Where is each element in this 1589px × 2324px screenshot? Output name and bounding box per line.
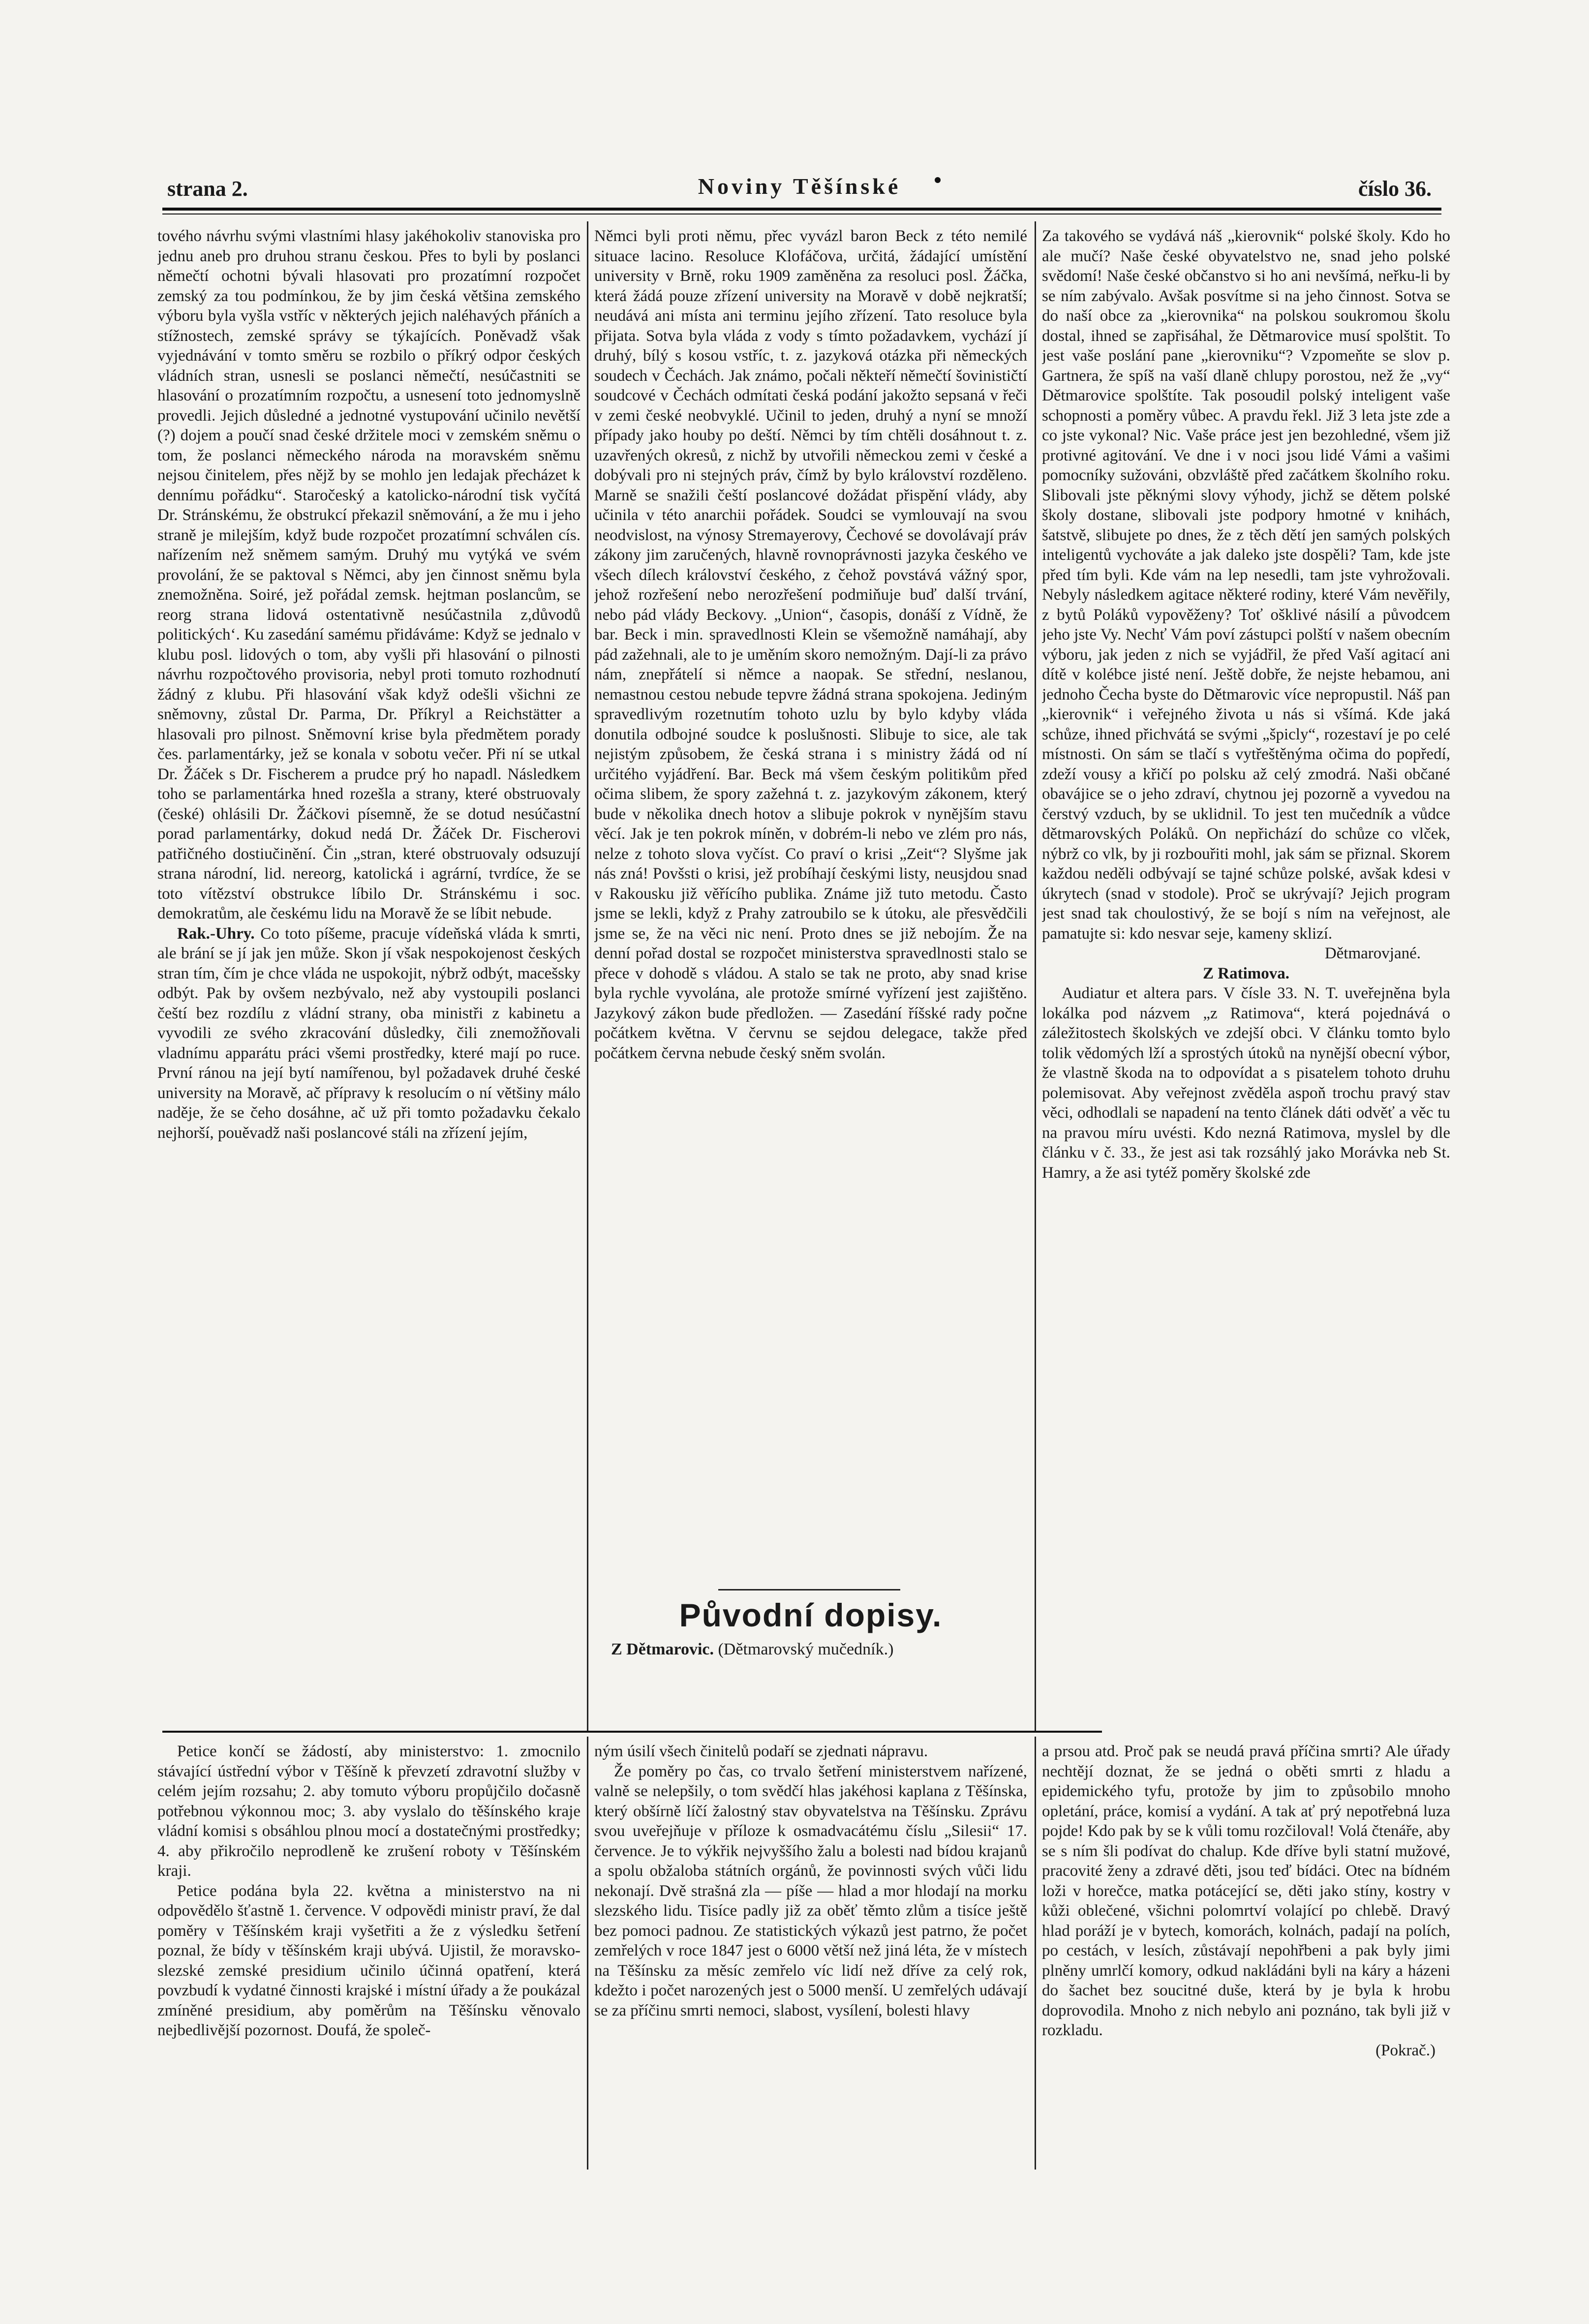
- paragraph-text: Co toto píšeme, pracuje vídeňská vláda k smrti, ale brání se jí jak jen může. Skon jí však nespokojenost českých stran tím, čím je chce vláda ne uspokojit, nýbrž odbýt, macešsky odbýt. Pak by ovšem nezbývalo, než aby vystoupili poslanci čeští bez rozdílu z vládní strany, oba ministři z kabinetu a vyvodili ze svého zkracování důsledky, čili znemožňovali vladnímu apparátu práci všemi prostředky, které mají po ruce. První ránou na její bytí namířenou, byl požadavek druhé české university na Moravě, ač přípravy k resolucím o ní většiny málo naděje, že se čeho dosáhne, ač už při tomto požadavku čekalo nejhorší, pouěvadž naši poslancové stáli na zřízení jejím,: [157, 924, 581, 1142]
- article-paragraph: a prsou atd. Proč pak se neudá pravá příčina smrti? Ale úřady nechtějí doznat, že se jedná o oběti smrti z hladu a epidemického tyfu, protože by jim to způsobilo mnoho opletání, práce, komisí a vydání. A tak ať prý nepotřebná luza pojde! Kdo pak by se k vůli tomu rozčiloval! Volá čtenáře, aby se s ním šli podívat do chalup. Kde dříve byli statní mužové, pracovité ženy a zdravé děti, jsou teď bídáci. Otec na bídném loži v horečce, matka potácející se, děti jako stíny, kostry v kůži oblečené, všichni polomrtví volající po chlebě. Dravý hlad poráží je v bytech, komorách, kolnách, padají na polích, po cestách, v lesích, zůstávají nepohřbeni a pak byly jimi plněny umrlčí komory, odkud nakládáni byli na káry a házeni do šachet bez soucitné duše, která by je byla k hrobu doprovodila. Mnoho z nich nebylo ani poznáno, tak byli již v rozkladu.: [1042, 1743, 1450, 2039]
- article-paragraph: Že poměry po čas, co trvalo šetření ministerstvem nařízené, valně se nelepšily, o tom svědčí hlas jakéhosi kaplana z Těšínska, který obšírně líčí žalostný stav obyvatelstva na Těšínsku. Zprávu svou uveřejňuje v příloze k osmadvacátému číslu „Silesii“ 17. července. Je to výkřik nejvyššího žalu a bolesti nad bídou krajanů a spolu obžaloba státních orgánů, že povinnosti svých vůči lidu nekonají. Dvě strašná zla — píše — hlad a mor hlodají na morku slezského lidu. Tisíce padly již za oběť těmto zlům a tisíce ještě bez pomoci padnou. Ze statistických výkazů jest patrno, že počet zemřelých v roce 1847 jest o 6000 větší než jiná léta, že v místech na Těšínsku za měsíc zemřelo víc lidí než dříve za celý rok, kdežto i počet narozených jest o 5000 menší. U zemřelých udávají se za příčinu smrti nemoci, slabost, vysílení, bolesti hlavy: [594, 1762, 1027, 2019]
- column-3: [1042, 226, 1450, 1732]
- continuation-note: (Pokrač.): [1375, 2041, 1436, 2059]
- column-divider-3: [587, 1737, 588, 2170]
- column-divider-1: [587, 221, 588, 1732]
- column-divider-4: [1035, 1737, 1036, 2170]
- section-label: Rak.-Uhry.: [177, 924, 255, 943]
- bottom-column-1: [157, 1742, 581, 2170]
- article-byline: [594, 1639, 1027, 1660]
- column-divider-2: [1035, 221, 1036, 1732]
- section-headline: Původní dopisy.: [679, 1597, 943, 1633]
- section-divider: [162, 1731, 1102, 1733]
- page-number: strana 2.: [167, 177, 248, 201]
- article-paragraph: [157, 924, 581, 1143]
- issue-number: číslo 36.: [1358, 177, 1432, 201]
- section-label: Z Ratimova.: [1203, 964, 1289, 982]
- bottom-column-2: [594, 1742, 1027, 2170]
- page-header: [148, 162, 1451, 202]
- headline-rule: [718, 1589, 900, 1590]
- newspaper-page: [148, 162, 1451, 2174]
- byline-text: (Dětmarovský mučedník.): [718, 1640, 894, 1658]
- article-paragraph: tového návrhu svými vlastními hlasy jakéhokoliv stanoviska pro jednu aneb pro druhou stranu českou. Přes to byli by poslanci němečtí ochotni bývali hlasovati pro prozatímní rozpočet zemský za tou podmínkou, že by jim česká většina zemského výboru byla vyšla vstříc v některých jejich naléhavých přáních a stížnostech, zemské správy se týkajících. Poněvadž však vyjednávání v tomto směru se rozbilo o příkrý odpor českých vládních stran, usnesli se poslanci němečtí, nesúčastniti se hlasování o prozatímním rozpočtu, a usnesení toto jednomyslně provedli. Jejich důsledné a jednotné vystupování učinilo nevětší (?) dojem a poučí snad české držitele moci v zemském sněmu o tom, že poslanci německého národa na moravském sněmu nejsou činitelem, přes nějž by se mohlo jen ledajak přecházet k dennímu pořádku“. Staročeský a katolicko-národní tisk vyčítá Dr. Stránskému, že obstrukcí překazil sněmování, a že mu i jeho straně je milejším, když bude rozpočet prozatímní schválen cís. nařízením než sněmem samým. Druhý mu vytýká ve svém provolání, že se paktoval s Němci, aby jen činnost sněmu byla znemožněna. Soiré, jež pořádal zemsk. hejtman poslancům, se reorg strana lidová ostentativně nesúčastnila z,důvodů politických‘. Ku zasedání samému přidáváme: Když se jednalo v klubu posl. lidových o tom, aby vyšli při hlasování o pilnosti návrhu rozpočtového provisoria, nebyl proti tomuto rozhodnutí žádný z klubu. Při hlasování však když odešli všichni ze sněmovny, zůstal Dr. Parma, Dr. Příkryl a Reichstätter a hlasovali pro pilnost. Sněmovní krise byla předmětem porady čes. parlamentárky, jež se konala v sobotu večer. Při ní se utkal Dr. Žáček s Dr. Fischerem a prudce prý ho napadl. Následkem toho se parlamentárka hned rozešla a strany, které obstruovaly (české) ohlásili Dr. Žáčkovi písemně, že se dotud nesúčastní porad parlamentárky, dokud nedá Dr. Žáček Dr. Fischerovi patřičného dostiučinění. Čin „stran, které obstruovaly odsuzují strana národní, lid. nereorg, katolická i agrární, tvrdíce, že se toto vítězství obstrukce líbilo Dr. Stránskému i soc. demokratům, ale českému lidu na Moravě že se líbit nebude.: [157, 227, 581, 922]
- article-paragraph: Audiatur et altera pars. V čísle 33. N. T. uveřejněna byla lokálka pod názvem „z Ratimova“, která pojednává o záležitostech školských ve zdejší obci. V článku tomto bylo tolik vědomých lží a sprostých útoků na nynější obecní výbor, že vlastně škoda na to odpovídat a s pisatelem tohoto druhu polemisovat. Aby veřejnost zvěděla aspoň trochu pravý stav věci, odhodlali se napadení na tento článek dáti odvěť a věc tu na pravou míru uvésti. Kdo nezná Ratimova, myslel by dle článku v č. 33., že jest asi tak rozsáhlý jako Morávka neb St. Hamry, a že asi tytéž poměry školské zde: [1042, 984, 1450, 1182]
- newspaper-title: Noviny Těšínské: [698, 174, 901, 199]
- article-paragraph: ným úsilí všech činitelů podaří se zjednati nápravu.: [594, 1743, 928, 1760]
- column-2: [594, 226, 1027, 1589]
- article-paragraph: Petice podána byla 22. května a ministerstvo na ni odpovědělo šťastně 1. července. V odpovědi ministr praví, že dal poměry v Těšínském kraji vyšetřiti a že z výsledku šetření poznal, že bídy v těšínském kraji ubývá. Ujistil, že moravsko-slezské zemské presidium učinilo účinná opatření, která povzbudí k vydatné činnosti krajské i místní úřady a že poukázal zmíněné presidium, aby poměrům na Těšínsku věnovalo nejbedlivější pozornost. Doufá, že společ-: [157, 1882, 581, 2039]
- article-signature: Dětmarovjané.: [1324, 945, 1421, 962]
- byline-place: Z Dětmarovic.: [611, 1640, 714, 1658]
- bottom-column-3: [1042, 1742, 1450, 2170]
- article-paragraph: Za takového se vydává náš „kierovnik“ polské školy. Kdo ho ale mučí? Naše české obyvatelstvo ne, snad jeho polské svědomí! Naše české občanstvo si ho ani nevšímá, neřku-li by se ním zabývalo. Avšak posvítme si na jeho činnost. Sotva se do naší obce za „kierovnika“ na polskou soukromou školu dostal, ihned se zapřisáhal, že Dětmarovice musí spolštit. To jest vaše poslání pane „kierovniku“? Vzpomeňte se slov p. Gartnera, že spíš na vaší dlaně chlupy porostou, než že „vy“ Dětmarovice spolštíte. Tak posoudil polský inteligent vaše schopnosti a poměry vůbec. A pravdu řekl. Již 3 leta jste zde a co jste vykonal? Nic. Vaše práce jest jen bezohledné, všem již protivné agitování. Ve dne i v noci jsou lidé Vámi a vašimi pomocníky sužováni, obzvláště před začátkem školního roku. Slibovali jste pěknými slovy výhody, jichž se dětem polské školy dostane, slibovali jste podpory hmotné v knihách, šatstvě, slibujete po dnes, že z těch dětí jen samých polských inteligentů vychováte a jak daleko jste dospěli? Tam, kde jste před tím byli. Kde vám na lep nesedli, tam jste vyhrožovali. Nebyly následkem agitace některé rodiny, které Vám nevěřily, z bytů Poláků vypověženy? Toť ošklivé násilí a původcem jeho jste Vy. Nechť Vám poví zástupci polští v našem obecním výboru, jak jeden z nich se vyjádřil, že před Vaší agitací ani dítě v kolébce jisté není. Ještě dobře, že nejste hebamou, ani jednoho Čecha byste do Dětmarovic více nepropustil. Náš pan „kierovnik“ i veřejného života u nás si všímá. Kde jaká schůze, ihned přichvátá se svými „špicly“, rozestaví je po celé místnosti. On sám se tlačí s vytřeštěnýma očima do popředí, zdeží vousy a křičí po polsku až celý zmodrá. Naši občané obavájice se o jeho zdraví, chytnou jej pozorně a vyvedou na čerstvý vzduch, by se uklidnil. To jest ten mučedník a vůdce dětmarovských Poláků. On nepřichází do schůze co vlček, nýbrž co vlk, by ji rozbouřiti mohl, jak sám se přiznal. Skorem každou neděli odbývají se tajné schůze polské, avšak kdesi v úkrytech (snad v stodole). Proč se ukrývají? Jejich program jest snad tak choulostivý, že se bojí s ním na veřejnost, ale pamatujte si: kdo nesvar seje, kameny sklizí.: [1042, 227, 1450, 943]
- column-1: [157, 226, 581, 1732]
- header-rule: [162, 208, 1441, 211]
- article-paragraph: Petice končí se žádostí, aby ministerstvo: 1. zmocnilo stávající ústřední výbor v Těšíně k převzetí zdravotní služby v celém jejím rozsahu; 2. aby tomuto výboru propůjčilo dočasně potřebnou výkonnou moc; 3. aby vyslalo do těšínského kraje vládní komisi s obsáhlou plnou mocí a dostatečnými prostředky; 4. aby přikročilo neprodleně ke zrušení roboty v Těšínském kraji.: [157, 1743, 581, 1880]
- article-paragraph: Němci byli proti němu, přec vyvázl baron Beck z této nemilé situace lacino. Resoluce Klofáčova, určitá, žádající umístění university v Brně, roku 1909 zaměněna za resoluci posl. Žáčka, která žádá pouze zřízení university na Moravě v době nejkratší; neudává ani místa ani terminu jejího zřízení. Tato resoluce byla přijata. Sotva byla vláda z vody s tímto požadavkem, vychází jí druhý, bílý s kosou vstříc, t. z. jazyková otázka při německých soudech v Čechách. Jak známo, počali někteří němečtí šovinističtí soudcové v Čechách odmítati česká podání jakožto sepsaná v řeči v zemi české neobvyklé. Učinil to jeden, druhý a nyní se množí případy jako houby po deští. Němci by tím chtěli dosáhnout t. z. uzavřených okresů, z nichž by utvořili německou zemi v české a dobývali pro ni stejných práv, čímž by bylo království rozděleno. Marně se snažili čeští poslancové dožádat přispění vlády, aby učinila v této anarchii pořádek. Soudci se vymlouvají na svou neodvislost, na výnosy Stremayerovy, Čechové se dovolávají práv zákony jim zaručených, hlavně rovnoprávnosti jazyka českého ve všech dílech království českého, z čehož povstává vážný spor, jehož rozřešení nebo nerozřešení podmiňuje buď další trvání, nebo pád vlády Beckovy. „Union“, časopis, donáší z Vídně, že bar. Beck i min. spravedlnosti Klein se všemožně namáhají, aby pád zažehnali, ale to je uměním skoro nemožným. Dají-li za právo nám, znepřátelí si němce a naopak. Se střední, neslanou, nemastnou cestou nebude tepvre žádná strana spokojena. Jediným spravedlivým rozetnutím tohoto uzlu by bylo kdyby vláda donutila odbojné soudce k poslušnosti. Slibuje to sice, ale tak nejistým způsobem, že česká strana i s ministry žádá od ní určitého vyjádření. Bar. Beck má všem českým politikům před očima slibem, že spory zažehná t. z. jazykovým zákonem, který bude v několika dnech hotov a slibuje pokrok v nynějším stavu věcí. Jak je ten pokrok míněn, v dobrém-li nebo ve zlém pro nás, nelze z tohoto slova vyčíst. Co praví o krisi „Zeit“? Slyšme jak nás zná! Povšsti o krisi, jež probíhají českými listy, neusjdou snad v Rakousku již věřícího publika. Známe již tuto metodu. Často jsme se lekli, když z Prahy zatroubilo se k útoku, ale přesvědčili jsme se, že na věci nic není. Proto dnes se již nebojím. Že na denní pořad dostal se rozpočet ministerstva spravedlnosti stalo se přece v dohodě s vládou. A stalo se tak ne proto, aby snad krise byla rychle vyvolána, ale protože smírné vyřízení jest zajištěno. Jazykový zákon bude předložen. — Zasedání říšské rady počne počátkem května. V červnu se sejdou delegace, takže před počátkem června nebude český sněm svolán.: [594, 227, 1027, 1062]
